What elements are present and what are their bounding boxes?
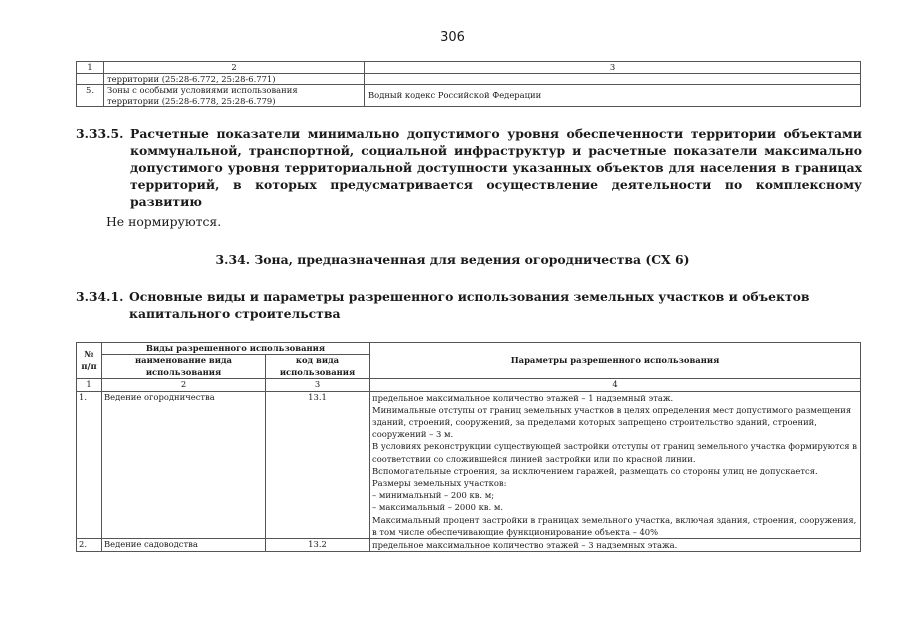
param-line: В условиях реконструкции существующей застройки отступы от границ земельного участка формируются в соответствии со сложившейся линией застройки или по красной линии. [372, 441, 857, 464]
param-line: – максимальный – 2000 кв. м. [372, 502, 504, 513]
row-number [77, 73, 104, 85]
section-number: 3.34.1. [76, 289, 124, 304]
param-line: предельное максимальное количество этажей – 3 надземных этажа. [372, 540, 678, 551]
row-number: 5. [77, 85, 104, 107]
use-params [370, 391, 861, 538]
zone-name-continuation: территории (25:28-6.772, 25:28-6.771) [104, 73, 365, 85]
header-group: Виды разрешенного использования [102, 343, 370, 355]
use-name: Ведение огородничества [102, 391, 266, 538]
top-table-header-row [77, 62, 861, 74]
section-heading-3-34-1 [76, 288, 862, 322]
param-line: Минимальные отступы от границ земельных участков в целях определения мест допустимого размещения зданий, строений, сооружений, за пределами которых запрещено строительство зданий, строений, сооружений – 3 м. [372, 404, 852, 440]
section-heading-3-34: 3.34. Зона, предназначенная для ведения огородничества (СХ 6) [215, 252, 690, 267]
param-line: предельное максимальное количество этажей – 1 надземный этаж. [372, 392, 674, 403]
zone-name-line: Зоны с особыми условиями использования [107, 85, 298, 95]
col-number: 1 [77, 379, 102, 391]
section-body: Не нормируются. [106, 214, 222, 229]
use-code: 13.1 [266, 391, 370, 538]
header-params: Параметры разрешенного использования [370, 343, 861, 379]
section-heading-3-33-5 [76, 125, 862, 210]
top-table [76, 61, 861, 107]
row-number: 1. [77, 391, 102, 538]
use-name: Ведение садоводства [102, 539, 266, 552]
col-number: 4 [370, 379, 861, 391]
param-line: Вспомогательные строения, за исключением гаражей, размещать со стороны улиц не допускается. [372, 465, 818, 476]
param-line: Максимальный процент застройки в границах земельного участка, включая здания, строения, сооружения, в том числе обеспечивающие функционирование объекта – 40% [372, 514, 857, 537]
zone-name-line: территории (25:28-6.778, 25:28-6.779) [107, 95, 276, 106]
section-number: 3.33.5. [76, 126, 124, 141]
header-name: наименование вида использования [102, 355, 266, 379]
page-number: 306 [440, 30, 465, 45]
table-row [77, 85, 861, 107]
use-code: 13.2 [266, 539, 370, 552]
header-num: № п/п [77, 343, 102, 379]
col-number: 2 [102, 379, 266, 391]
table-row [77, 391, 861, 538]
row-number: 2. [77, 539, 102, 552]
section-title: Основные виды и параметры разрешенного использования земельных участков и объектов капитального строительства [129, 289, 810, 321]
param-line: – минимальный – 200 кв. м; [372, 490, 495, 501]
permitted-use-table [76, 342, 861, 552]
table-header-row [77, 343, 861, 355]
column-number-row [77, 379, 861, 391]
law-cell [365, 73, 861, 85]
law-cell: Водный кодекс Российской Федерации [365, 85, 861, 107]
top-table-col-2: 2 [104, 62, 365, 74]
header-code: код вида использования [266, 355, 370, 379]
section-title: Расчетные показатели минимально допустимого уровня обеспеченности территории объектами коммунальной, транспортной, социальной инфраструктур и расчетные показатели максимально допустимого уровня территориальной доступности указанных объектов для населения в границах территорий, в которых предусматривается осуществление деятельности по комплексному развитию [130, 126, 862, 209]
top-table-col-3: 3 [365, 62, 861, 74]
table-row [77, 539, 861, 552]
col-number: 3 [266, 379, 370, 391]
top-table-col-1: 1 [77, 62, 104, 74]
table-row [77, 73, 861, 85]
use-params [370, 539, 861, 552]
param-line: Размеры земельных участков: [372, 478, 507, 489]
zone-name [104, 85, 365, 107]
